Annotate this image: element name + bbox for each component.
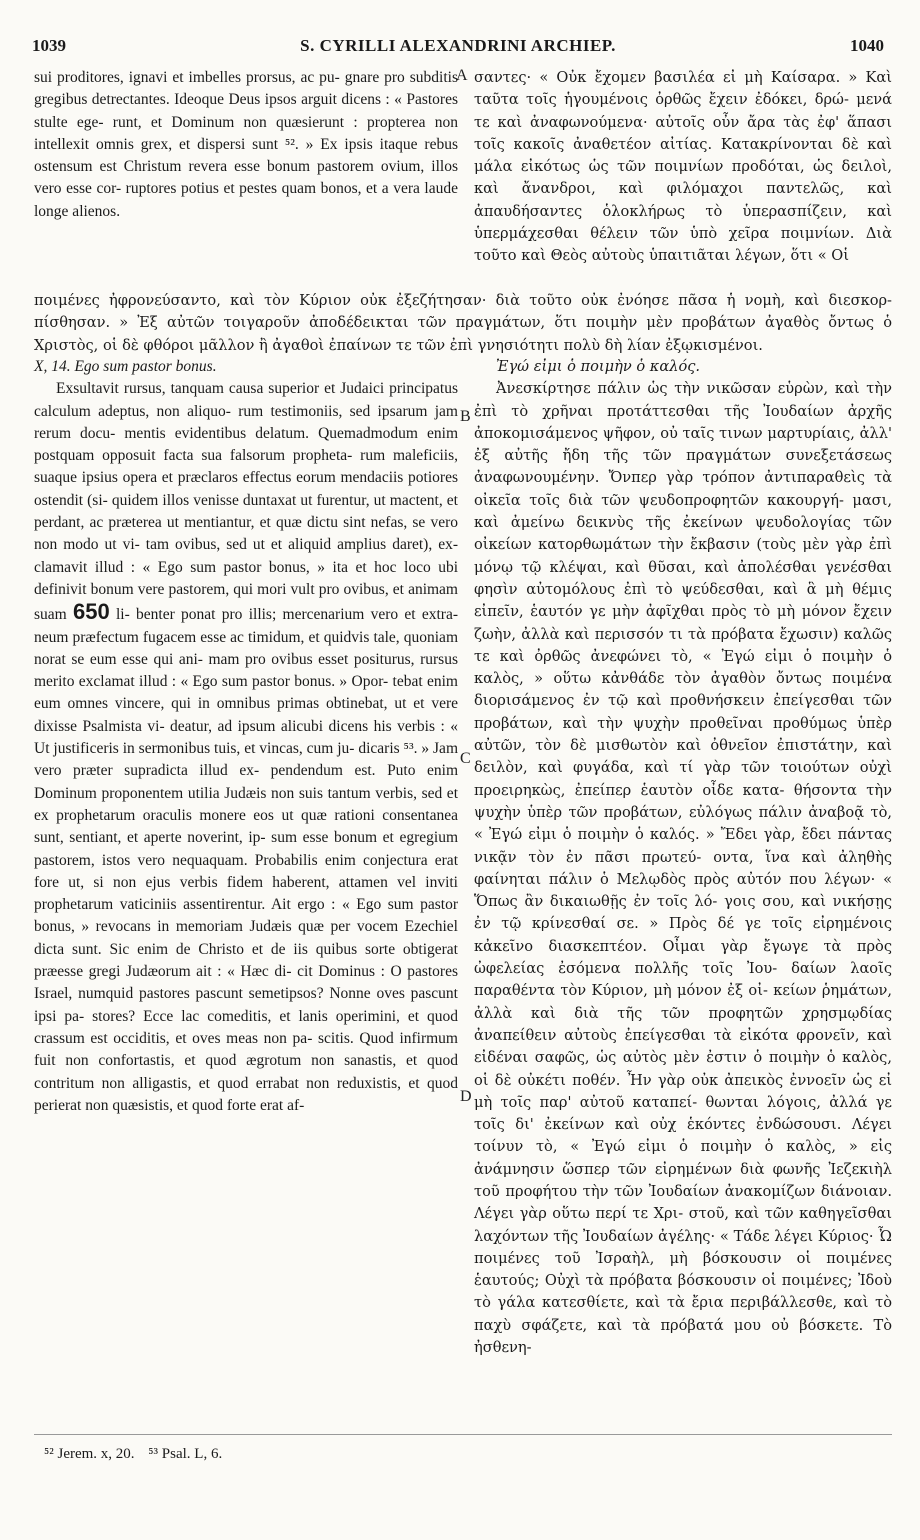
latin-paragraph-main xyxy=(34,378,458,1117)
latin-section-heading: X, 14. Ego sum pastor bonus. xyxy=(34,358,217,375)
greek-spanning-text xyxy=(34,290,892,357)
latin-text-part-1: Exsultavit rursus, tanquam causa superior et Judaici principatus calculum adeptus, non aliquo- rum testimoniis, sed ipsarum jam rerum docu- mentis evidentibus delatum. Quemadmodum enim postquam opposuit facta sua falsorum propheta- rum maleficiis, suaque ipsius opera et præclaros effectus eorum mendaciis potiores ostendit (si- quidem illos venisse duntaxat ut furentur, ut mactent, et perdant, ac præterea ut mentiantur, et quæ dictu sint nefas, se vero non modo ut vi- tam ovibus, sed ut et aliquid amplius daret), ex- clamavit illud : « Ego sum pastor bonus, » ita et hoc loco ubi definivit bonum vere pastorem, qui mori vult pro ovibus, et animam suam xyxy=(34,380,458,624)
latin-column-top xyxy=(34,67,458,223)
latin-column-main xyxy=(34,356,458,1117)
page-header xyxy=(32,32,884,62)
greek-section-heading: Ἐγώ εἰμι ὁ ποιμὴν ὁ καλός. xyxy=(496,358,701,375)
latin-text-part-2: li- benter ponat pro illis; mercenarium vero et extra- neum præfectum fugacem esse ac timidum, et quidvis tale, quoniam norat se eum esse qui ani- mam pro ovibus esset positurus, rursus merito exclamat illud : « Ego sum pastor bonus. » Opor- tebat enim eum omnes vincere, qui in omnibus primas obtinebat, ut et vere dixisse Psalmista vi- deatur, ad ipsum alicubi dicens his verbis : « Ut justificeris in sermonibus tuis, et vincas, cum ju- dicaris ⁵³. » Jam vero præter supradicta illud ex- pendendum est. Puto enim Dominum proponentem utilia Judæis non suis tantum verbis, sed et ex prophetarum oraculis monere eos ut quæ rationi consentanea sunt, sentiant, et aperte noverint, ip- sum esse bonum et egregium pastorem, istos vero nequaquam. Probabilis enim conjectura erat fore ut, si non ejus verbis fidem haberent, attamen vel inviti prophetarum vaticiniis assentirentur. Ait ergo : « Ego sum pastor bonus, » revocans in memoriam Judæis quæ per vocem Ezechiel dicta sunt. Sic enim de Christo et de iis quibus sorte obtigerat præesse gregi Judæorum ait : « Hæc di- cit Dominus : O pastores Israel, numquid pastores pascunt semetipsos? Nonne oves pascunt ipsi pa- stores? Ecce lac comeditis, et lanis operimini, et quod crassum est occiditis, et oves meas non pa- scitis. Quod infirmum fuit non confortastis, et quod ægrotum non sanastis, et quod contritum non alligastis, et quod errabat non reduxistis, et quod perierat non quæsistis, et quod forte erat af- xyxy=(34,606,459,1114)
latin-paragraph-top: sui proditores, ignavi et imbelles prorsus, ac pu- gnare pro subditis gregibus detrectantes. Ideoque Deus ipsos arguit dicens : « Pastores stulte ege- runt, et Dominum non quæsierunt : propterea non intellexit omnis grex, et dispersi sunt ⁵². » Ex ipsis itaque rebus ostensum est Christum revera esse bonum pastorem ovium, illos vero esse cor- ruptores potius et pestes quam bonos, et a vera laude longe alienos. xyxy=(34,69,458,220)
greek-column-top xyxy=(474,67,892,268)
greek-paragraph-top: σαντες· « Οὐκ ἔχομεν βασιλέα εἰ μὴ Καίσαρα. » Καὶ ταῦτα τοῖς ἡγουμένοις ὀρθῶς ἔχειν ἐδόκει, δρώ- μενά τε καὶ ἀναφωνούμενα· αὐτοῖς οὖν ἄρα τὰς ἐφ' ἅπασι τοῖς κακοῖς ἀναθετέον αἰτίας. Κατακρίνονται δὲ καὶ μάλα εἰκότως ὡς τῶν ποιμνίων προδόται, ὡς δειλοὶ, καὶ ἄνανδροι, καὶ φιλόμαχοι παντελῶς, καὶ ἀπαυδήσαντες ὁλοκλήρως τὸ ὑπερασπίζειν, καὶ ὑπερμάχεσθαι θέλειν τῶν ὑπὸ χεῖρα ποιμνίων. Διὰ τοῦτο καὶ Θεὸς αὐτοὺς ὑπαιτιᾶται λέγων, ὅτι « Οἱ xyxy=(474,69,892,265)
page-number-right: 1040 xyxy=(850,36,884,55)
margin-marker-c: C xyxy=(460,750,471,767)
greek-column-main xyxy=(474,356,892,1359)
footnote-52: ⁵² Jerem. x, 20. xyxy=(44,1446,135,1462)
greek-spanning-paragraph: ποιμένες ἠφρονεύσαντο, καὶ τὸν Κύριον οὐκ ἐξεζήτησαν· διὰ τοῦτο οὐκ ἐνόησε πᾶσα ἡ νομὴ, καὶ διεσκορ- πίσθησαν. » Ἐξ αὐτῶν τοιγαροῦν ἀποδέδεικται τῶν πραγμάτων, ὅτι ποιμὴν μὲν προβάτων ἀγαθὸς ὄντως ὁ Χριστὸς, οἱ δὲ φθόροι μᾶλλον ἢ ἀγαθοὶ ἐπαίνων τε τῶν ἐπὶ γνησιότητι πολὺ δὴ λίαν ἐξῳκισμένοι. xyxy=(34,292,892,354)
margin-marker-b: B xyxy=(460,408,471,425)
footnote-53: ⁵³ Psal. L, 6. xyxy=(148,1446,223,1462)
footnotes xyxy=(44,1446,232,1463)
column-number: 650 xyxy=(73,599,110,625)
margin-marker-d: D xyxy=(460,1088,472,1105)
margin-marker-a: A xyxy=(456,67,468,84)
greek-paragraph-main: Ἀνεσκίρτησε πάλιν ὡς τὴν νικῶσαν εὑρὼν, καὶ τὴν ἐπὶ τὸ χρῆναι προτάττεσθαι τῆς Ἰουδαίων ἀρχῆς ἀποκομισάμενος ψῆφον, οὐ ταῖς τινων μαρτυρίαις, ἀλλ' ἐξ αὐτῆς ἤδη τῆς τῶν πραγμάτων συνεξετάσεως ἀναφωνουμένην. Ὄνπερ γὰρ τρόπον ἀντιπαραθεὶς τὰ οἰκεῖα τοῖς διὰ τῶν ψευδοπροφητῶν κακουργή- μασι, καὶ ἀμείνω δεικνὺς τῆς ἐκείνων ψευδολογίας τῶν οἰκείων κατορθωμάτων τὴν ἔκβασιν (τοὺς μὲν γὰρ ἐπὶ μόνῳ τῷ κλέψαι, καὶ θῦσαι, καὶ ἀπολέσθαι γενέσθαι φησὶν αὐτομόλους ἐπὶ τὸ ψεύδεσθαι, καὶ ἃ μὴ θέμις εἰπεῖν, ἑαυτόν γε μὴν ἀφῖχθαι πρὸς τὸ μὴ μόνον ἔχειν ζωὴν, ἀλλὰ καὶ περισσόν τι τὰ πρόβατα ἔχωσιν) καλῶς τε καὶ ὀρθῶς ἀνεφώνει τὸ, « Ἐγώ εἰμι ὁ ποιμὴν ὁ καλὸς, » οὕτω κἀνθάδε τὸν ἀγαθὸν ὄντως ποιμένα διορισάμενος ἐν τῷ καὶ προθνήσκειν ἐπείγεσθαι τῶν προβάτων, καὶ τὴν ψυχὴν προθεῖναι προθύμως ὑπὲρ αὐτῶν, τὸν δὲ μισθωτὸν καὶ ὀθνεῖον ἐπιστάτην, καὶ δειλὸν, καὶ φυγάδα, καὶ τί γὰρ τῶν τοιούτων οὐχὶ προειρηκὼς, ἐπείπερ ἑαυτὸν οἶδε κατα- θήσοντα τὴν ψυχὴν ὑπὲρ τῶν προβάτων, εὐλόγως πάλιν ἀναβοᾷ τὸ, « Ἐγώ εἰμι ὁ ποιμὴν ὁ καλός. » Ἔδει γὰρ, ἔδει πάντας νικᾷν τὸν ἐν πᾶσι πρωτεύ- οντα, ἵνα καὶ ἀληθὴς φαίνηται πάλιν ὁ Μελῳδὸς πρὸς αὐτόν που λέγων· « Ὅπως ἂν δικαιωθῇς ἐν τοῖς λό- γοις σου, καὶ νικήσῃς ἐν τῷ κρίνεσθαί σε. » Πρὸς δέ γε τοῖς εἰρημένοις κἀκεῖνο διασκεπτέον. Οἶμαι γὰρ ἔγωγε τὰ πρὸς ὠφελείας ἐσόμενα πολλῆς τοῖς Ἰου- δαίων λαοῖς παραθέντα τὸν Κύριον, μὴ μόνον ἐξ οἰ- κείων ῥημάτων, ἀλλὰ καὶ διὰ τῆς τῶν προφητῶν χρησμῳδίας ἀναπείθειν αὐτοὺς ἐπείγεσθαι τὰ εἰκότα φρονεῖν, καὶ εἰδέναι σαφῶς, ὡς αὐτὸς μὲν ἐστιν ὁ ποιμὴν ὁ καλὸς, οἱ δὲ οὐκέτι ποθέν. Ἦν γὰρ οὐκ ἀπεικὸς ἐννοεῖν ὡς εἰ μὴ τοῖς παρ' αὐτοῦ καταπεί- θωνται λόγοις, ἀλλά γε τοῖς δι' ἐκείνων καὶ οὐχ ἑκόντες ἐνδώσουσι. Λέγει τοίνυν τὸ, « Ἐγώ εἰμι ὁ ποιμὴν ὁ καλὸς, » εἰς ἀνάμνησιν ὥσπερ τῶν εἰρημένων διὰ φωνῆς Ἰεζεκιὴλ τοῦ προφήτου τὴν τῶν Ἰουδαίων ἀνακομίζων διάνοιαν. Λέγει γὰρ οὕτω περί τε Χρι- στοῦ, καὶ τῶν καθηγεῖσθαι λαχόντων τῆς Ἰουδαίων ἀγέλης· « Τάδε λέγει Κύριος· Ὦ ποιμένες τοῦ Ἰσραὴλ, μὴ βόσκουσιν οἱ ποιμένες ἑαυτούς; Οὐχὶ τὰ πρόβατα βόσκουσιν οἱ ποιμένες; Ἰδοὺ τὸ γάλα κατεσθίετε, καὶ τὰ ἔρια περιβάλλεσθε, καὶ τὸ παχὺ σφάζετε, καὶ τὰ πρόβατά μου οὐ βόσκετε. Τὸ ἠσθενη- xyxy=(474,380,892,1357)
footnote-divider xyxy=(34,1434,892,1435)
running-title: S. CYRILLI ALEXANDRINI ARCHIEP. xyxy=(300,36,616,55)
page-number-left: 1039 xyxy=(32,36,66,55)
